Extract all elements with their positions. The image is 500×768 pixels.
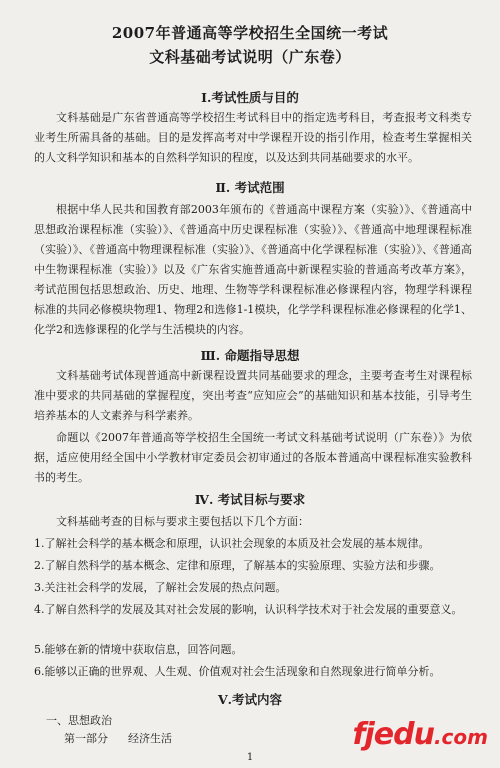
section-4-heading: Ⅳ. 考试目标与要求 (194, 492, 306, 507)
site-watermark-logo (352, 717, 488, 752)
subject-heading: 一、思想政治 (46, 714, 112, 727)
section-4-intro: 文科基础考查的目标与要求主要包括以下几个方面： (56, 515, 309, 528)
section-3-paragraph-2: 命题以《2007年普通高等学校招生全国统一考试文科基础考试说明（广东卷）》为依据，适应使用经全国中小学教材审定委员会初审通过的各版本普通高中课程标准实验教科书的考生。 (34, 431, 472, 484)
section-2-paragraph: 根据中华人民共和国教育部2003年颁布的《普通高中课程方案（实验）》、《普通高中思想政治课程标准（实验）》、《普通高中历史课程标准（实验）》、《普通高中地理课程标准（实验）》、《普通高中物理课程标准（实验）》、《普通高中化学课程标准（实验）》、《普通高中生物课程标准（实验）》以及《广东省实施普通高中新课程实验的普通高考改革方案》，考试范围包括思想政治、历史、地理、生物等学科课程标准必修课程内容，物理学科课程标准的共同必修模块物理1、物理2和选修1-1模块，化学学科课程标准必修课程的化学1、化学2和选修课程的化学与生活模块的内容。 (34, 203, 472, 336)
objective-item-6: 6.能够以正确的世界观、人生观、价值观对社会生活现象和自然现象进行简单分析。 (34, 665, 441, 678)
section-1-paragraph: 文科基础是广东省普通高等学校招生考试科目中的指定选考科目，考查报考文科类专业考生所需具备的基础。目的是发挥高考对中学课程开设的指引作用，检查考生掌握相关的人文科学知识和基本的自然科学知识的程度，以及达到共同基础要求的水平。 (34, 111, 472, 164)
section-3-paragraph-1: 文科基础考试体现普通高中新课程设置共同基础要求的理念，主要考查考生对课程标准中要求的共同基础的掌握程度，突出考查“应知应会”的基础知识和基本技能，引导考生培养基本的人文素养与科学素养。 (34, 369, 472, 422)
section-3-heading: Ⅲ. 命题指导思想 (200, 348, 300, 363)
objective-item-1: 1.了解社会科学的基本概念和原理，认识社会现象的本质及社会发展的基本规律。 (34, 537, 430, 550)
objective-item-2: 2.了解自然科学的基本概念、定律和原理，了解基本的实验原理、实验方法和步骤。 (34, 559, 441, 572)
part-title: 经济生活 (128, 732, 172, 745)
watermark-suffix: .com (433, 725, 488, 749)
section-1-heading: Ⅰ.考试性质与目的 (201, 90, 299, 105)
section-2-heading: Ⅱ. 考试范围 (215, 180, 285, 195)
objective-item-3: 3.关注社会科学的发展，了解社会发展的热点问题。 (34, 581, 287, 594)
objective-item-5: 5.能够在新的情境中获取信息，回答问题。 (34, 643, 243, 656)
part-label: 第一部分 (64, 732, 108, 745)
document-title-line1: 2007年普通高等学校招生全国统一考试 (111, 24, 389, 42)
objective-item-4: 4.了解自然科学的发展及其对社会发展的影响，认识科学技术对于社会发展的重要意义。 (34, 603, 463, 616)
page-number: 1 (246, 752, 254, 763)
document-title-line2: 文科基础考试说明（广东卷） (149, 48, 351, 66)
watermark-main: fjedu (352, 717, 434, 752)
section-5-heading: Ⅴ.考试内容 (217, 692, 283, 707)
